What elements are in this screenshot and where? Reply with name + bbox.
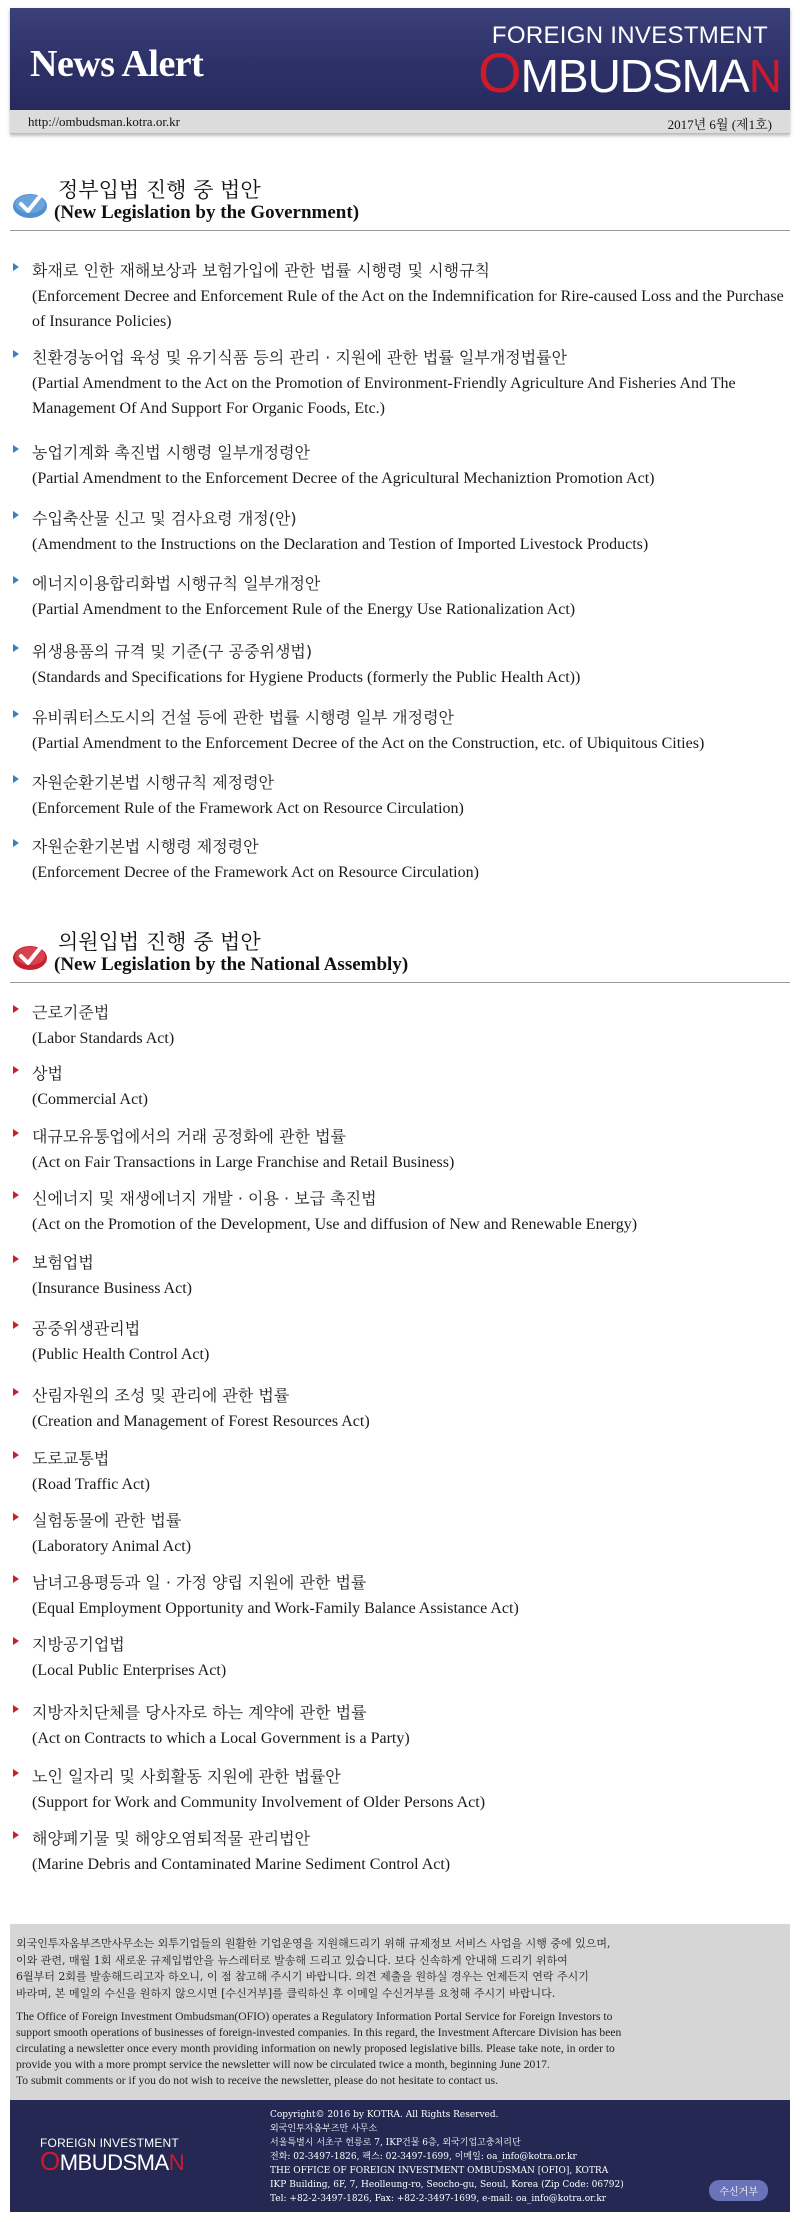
item-title-ko: 도로교통법: [32, 1449, 110, 1468]
site-link[interactable]: http://ombudsman.kotra.or.kr: [28, 114, 181, 129]
bullet-icon: [13, 1191, 19, 1199]
notice-en-line: circulating a newsletter once every month providing information on newly proposed legislative bills. Please take note, in order to: [16, 2042, 615, 2055]
footer: [10, 2100, 790, 2212]
item-title-ko: 공중위생관리법: [32, 1319, 141, 1338]
section-title-ko: 의원입법 진행 중 법안: [58, 930, 261, 954]
item-title-en: (Partial Amendment to the Enforcement Decree of the Act on the Construction, etc. of Ubiquitous Cities): [32, 735, 705, 752]
item-title-en: (Standards and Specifications for Hygiene Products (formerly the Public Health Act)): [32, 669, 581, 686]
item-title-ko: 근로기준법: [32, 1003, 110, 1022]
checkmark-red-icon: [12, 938, 54, 972]
item-title-en: (Enforcement Rule of the Framework Act on Resource Circulation): [32, 800, 464, 817]
contact-line: THE OFFICE OF FOREIGN INVESTMENT OMBUDSMAN [OFIO], KOTRA: [270, 2166, 609, 2176]
item-title-ko: 에너지이용합리화법 시행규칙 일부개정안: [32, 574, 321, 593]
notice-ko-line: 이와 관련, 매월 1회 새로운 규제입법안을 뉴스레터로 발송해 드리고 있습니다. 보다 신속하게 안내해 드리기 위하여: [16, 1953, 568, 1967]
contact-line: Tel: +82-2-3497-1826, Fax: +82-2-3497-1699, e-mail: oa_info@kotra.or.kr: [270, 2194, 607, 2204]
item-title-en: (Local Public Enterprises Act): [32, 1662, 227, 1679]
url-bar: [10, 110, 790, 134]
item-title-en: (Labor Standards Act): [32, 1030, 175, 1047]
ombudsman-logo: [478, 22, 781, 104]
item-title-en: (Commercial Act): [32, 1091, 148, 1108]
bullet-icon: [13, 263, 19, 271]
bullet-icon: [13, 1388, 19, 1396]
logo-bottom-text: OMBUDSMAN: [478, 41, 781, 104]
item-title-en: (Insurance Business Act): [32, 1280, 192, 1297]
item-title-en: (Laboratory Animal Act): [32, 1538, 192, 1555]
notice-ko: [16, 1936, 776, 2002]
footer-logo-bottom: OMBUDSMAN: [40, 2146, 185, 2176]
item-title-en: (Enforcement Decree of the Framework Act on Resource Circulation): [32, 864, 479, 881]
contact-info: [270, 2108, 624, 2206]
bullet-icon: [13, 511, 19, 519]
item-title-ko: 노인 일자리 및 사회활동 지원에 관한 법률안: [32, 1767, 341, 1786]
bullet-icon: [13, 350, 19, 358]
item-title-en: (Creation and Management of Forest Resources Act): [32, 1413, 370, 1430]
copyright: Copyright© 2016 by KOTRA. All Rights Reserved.: [270, 2110, 499, 2120]
item-title-ko: 남녀고용평등과 일 · 가정 양립 지원에 관한 법률: [32, 1573, 367, 1592]
contact-line: 전화: 02-3497-1826, 팩스: 02-3497-1699, 이메일: oa_info@kotra.or.kr: [270, 2152, 577, 2162]
notice-box: [10, 1924, 790, 2100]
notice-ko-line: 6월부터 2회를 발송해드리고자 하오니, 이 점 참고해 주시기 바랍니다. 의견 제출을 원하실 경우는 언제든지 연락 주시기: [16, 1970, 589, 1983]
item-title-ko: 산림자원의 조성 및 관리에 관한 법률: [32, 1386, 290, 1405]
bullet-icon: [13, 1451, 19, 1459]
bullet-icon: [13, 710, 19, 718]
item-title-ko: 지방공기업법: [32, 1635, 125, 1654]
item-title-ko: 수입축산물 신고 및 검사요령 개정(안): [32, 509, 297, 528]
item-title-ko: 농업기계화 촉진법 시행령 일부개정령안: [32, 443, 311, 462]
bullet-icon: [13, 1321, 19, 1329]
bullet-icon: [13, 1575, 19, 1583]
section-title-en: (New Legislation by the Government): [54, 202, 360, 223]
item-title-en: (Equal Employment Opportunity and Work-Family Balance Assistance Act): [32, 1600, 519, 1617]
logo-top-text: FOREIGN INVESTMENT: [491, 22, 768, 49]
notice-en: [16, 2009, 776, 2089]
item-title-ko: 지방자치단체를 당사자로 하는 계약에 관한 법률: [32, 1703, 367, 1722]
checkmark-blue-icon: [12, 186, 54, 220]
section-title-en: (New Legislation by the National Assembly): [54, 954, 409, 975]
footer-logo: [40, 2136, 190, 2174]
bullet-icon: [13, 775, 19, 783]
bullet-icon: [13, 839, 19, 847]
item-title-en: (Road Traffic Act): [32, 1476, 150, 1493]
bullet-icon: [13, 1255, 19, 1263]
bullet-icon: [13, 576, 19, 584]
contact-line: 외국인투자옴부즈만 사무소: [270, 2124, 378, 2134]
bullet-icon: [13, 1831, 19, 1839]
item-title-en: (Partial Amendment to the Enforcement Decree of the Agricultural Mechaniztion Promotion Act): [32, 470, 655, 487]
bullet-icon: [13, 1005, 19, 1013]
item-title-ko: 자원순환기본법 시행령 제정령안: [32, 837, 259, 856]
bullet-icon: [13, 1066, 19, 1074]
bullet-icon: [13, 1637, 19, 1645]
item-title-en: (Partial Amendment to the Enforcement Rule of the Energy Use Rationalization Act): [32, 601, 576, 618]
notice-ko-line: 바라며, 본 메일의 수신을 원하지 않으시면 [수신거부]를 클릭하신 후 이메일 수신거부를 요청해 주시기 바랍니다.: [16, 1986, 556, 2000]
item-title-en: (Marine Debris and Contaminated Marine Sediment Control Act): [32, 1856, 451, 1873]
item-title-en: (Amendment to the Instructions on the Declaration and Testion of Imported Livestock Products): [32, 536, 649, 553]
item-title-ko: 보험업법: [32, 1253, 94, 1272]
unsubscribe-button[interactable]: 수신거부: [709, 2180, 768, 2201]
notice-en-line: provide you with a more prompt service the newsletter will now be circulated twice a month, beginning June 2017.: [16, 2058, 550, 2071]
section-divider: [10, 230, 790, 231]
item-title-en: (Act on Contracts to which a Local Government is a Party): [32, 1730, 410, 1747]
item-title-ko: 화재로 인한 재해보상과 보험가입에 관한 법률 시행령 및 시행규칙: [32, 261, 491, 280]
contact-line: 서울특별시 서초구 헌릉로 7, IKP건물 6층, 외국기업고충처리단: [270, 2138, 521, 2148]
item-title-ko: 상법: [32, 1064, 63, 1083]
item-title-ko: 대규모유통업에서의 거래 공정화에 관한 법률: [32, 1127, 347, 1146]
item-title-ko: 친환경농어업 육성 및 유기식품 등의 관리 · 지원에 관한 법률 일부개정법률안: [32, 348, 568, 367]
item-title-ko: 해양폐기물 및 해양오염퇴적물 관리법안: [32, 1829, 311, 1848]
item-title-en: (Public Health Control Act): [32, 1346, 210, 1363]
item-title-en: (Support for Work and Community Involvement of Older Persons Act): [32, 1794, 486, 1811]
footer-logo-top: FOREIGN INVESTMENT: [40, 2136, 179, 2150]
bullet-icon: [13, 644, 19, 652]
item-title-ko: 실험동물에 관한 법률: [32, 1511, 182, 1530]
item-title-ko: 신에너지 및 재생에너지 개발 · 이용 · 보급 촉진법: [32, 1189, 377, 1208]
header-banner: [10, 8, 790, 110]
item-title-ko: 유비쿼터스도시의 건설 등에 관한 법률 시행령 일부 개정령안: [32, 708, 455, 727]
bullet-icon: [13, 1129, 19, 1137]
item-title-en: (Act on Fair Transactions in Large Franchise and Retail Business): [32, 1154, 455, 1171]
section-title-ko: 정부입법 진행 중 법안: [58, 178, 261, 202]
section-divider: [10, 982, 790, 983]
bullet-icon: [13, 1705, 19, 1713]
notice-en-line: The Office of Foreign Investment Ombudsman(OFIO) operates a Regulatory Information Portal Service for Foreign Investors to: [16, 2010, 613, 2023]
contact-line: IKP Building, 6F, 7, Heolleung-ro, Seocho-gu, Seoul, Korea (Zip Code: 06792): [270, 2180, 624, 2190]
bullet-icon: [13, 445, 19, 453]
item-title-en: (Partial Amendment to the Act on the Promotion of Environment-Friendly Agriculture And Fisheries And The Management Of And Support For Organic Foods, Etc.): [32, 375, 736, 417]
bullet-icon: [13, 1769, 19, 1777]
item-title-en: (Enforcement Decree and Enforcement Rule of the Act on the Indemnification for Rire-caused Loss and the Purchase of Insurance Policies): [32, 288, 784, 330]
item-title-ko: 자원순환기본법 시행규칙 제정령안: [32, 773, 275, 792]
issue-date: 2017년 6월 (제1호): [667, 117, 772, 132]
notice-ko-line: 외국인투자옴부즈만사무소는 외투기업들의 원활한 기업운영을 지원해드리기 위해 규제정보 서비스 사업을 시행 중에 있으며,: [16, 1937, 611, 1950]
notice-en-line: To submit comments or if you do not wish to receive the newsletter, please do not hesitate to contact us.: [16, 2074, 499, 2087]
newsletter-title: News Alert: [30, 43, 204, 85]
item-title-en: (Act on the Promotion of the Development, Use and diffusion of New and Renewable Energy): [32, 1216, 638, 1233]
notice-en-line: support smooth operations of businesses of foreign-invested companies. In this regard, the Investment Aftercare Division has been: [16, 2026, 622, 2039]
item-title-ko: 위생용품의 규격 및 기준(구 공중위생법): [32, 642, 313, 661]
bullet-icon: [13, 1513, 19, 1521]
